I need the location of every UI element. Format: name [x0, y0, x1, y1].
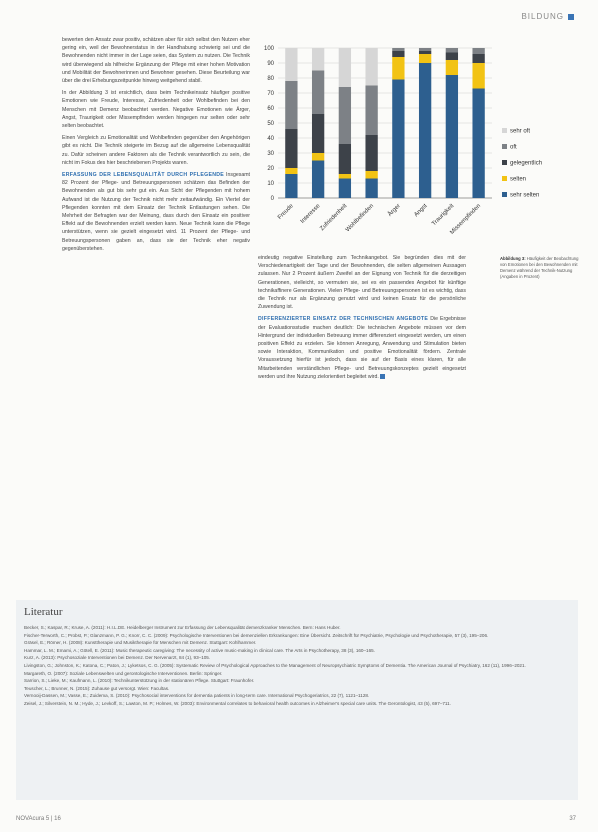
- reference-list: [24, 624, 572, 708]
- x-tick-label: Freude: [277, 203, 295, 221]
- reference-item: Becker, S.; Kaspar, R.; Kruse, A. (2011): H.I.L.DE. Heidelberger Instrument zur Erfassung der Lebensqualität demenzkranker Menschen. Bern: Hans Huber.: [24, 625, 341, 630]
- x-tick-label: Traurigkeit: [431, 203, 456, 228]
- reference-item: Fischer-Terworth, C.; Probst, P.; Glanzmann, P. G.; Knorr, C. C. (2009): Psychologische Interventionen bei demenziellen Erkrankungen: Eine Übersicht. Zeitschrift für Psychiatrie, Psychologie und Psychotherapie, 57 (3), 195–206.: [24, 632, 489, 638]
- legend-label: sehr oft: [510, 128, 531, 135]
- paragraph-text: Insgesamt 82 Prozent der Pflege- und Betreuungspersonen schätzen das Befinden der Bewohnenden als gut bis sehr gut ein. Aus Sicht der Pflegenden mit hohem Aufwand ist die Nutzung der Technik nicht mehr zeitaufwändig. Ein Viertel der Pflegenden konnten mit dem Einsatz der Technik Entlastungen sehen. Die Mehrheit der Befragten war der Meinung, dass durch den Einsatz ein positiver Effekt auf die Bewohnenden erzielt werden kann. Neue Technik kann die Pflege unterstützen, wenn sie gezielt eingesetzt wird. 11 Prozent der Pflege- und Betreuungspersonen gaben an, dass sie der Technik eher negativ gegenüberstehen.: [62, 172, 250, 252]
- subheading: DIFFERENZIERTER EINSATZ DER TECHNISCHEN ANGEBOTE: [258, 316, 429, 323]
- legend-label: sehr selten: [510, 192, 540, 199]
- bar-segment: [446, 48, 458, 53]
- section-header: [521, 12, 574, 21]
- reference-item: Sarrion, S.; Lieke, M.; Kaufmann, L. (2010): Technikunterstützung in der stationären Pflege. Stuttgart: Fraunhofer.: [24, 678, 255, 684]
- y-tick-label: 30: [267, 151, 274, 157]
- caption-text: Häufigkeit der Beobachtung von Emotionen bei den Bewohnenden mit Demenz während der Technik-Nutzung (Angaben in Prozent): [500, 256, 579, 279]
- bar-segment: [392, 48, 404, 51]
- reference-item: Hammar, L. M.; Emami, A.; Götell, E. (2011): Music therapeutic caregiving: The necessity of active music-making in clinical care. The Arts in Psychotherapy, 38 (3), 160–165.: [24, 647, 375, 653]
- bar-segment: [312, 48, 324, 71]
- bar-segment: [472, 63, 484, 89]
- y-tick-label: 60: [267, 106, 274, 112]
- x-tick-label: Zufriedenheit: [319, 203, 349, 233]
- bar-segment: [419, 63, 431, 198]
- reference-item: Livingston, G.; Johnston, K.; Katona, C.; Paton, J.; Lyketsos, C. G. (2005): Systematic Review of Psychological Approaches to the Management of Neuropsychiatric Symptoms of Dementia. The American Journal of Psychiatry, 162 (11), 1996–2021.: [24, 662, 526, 668]
- bar-segment: [312, 153, 324, 161]
- bar-segment: [419, 48, 431, 51]
- bar-segment: [365, 179, 377, 199]
- bar-segment: [312, 161, 324, 199]
- section-square-icon: [568, 14, 574, 20]
- legend-swatch: [502, 160, 507, 165]
- bar-segment: [419, 51, 431, 54]
- bar-segment: [365, 48, 377, 86]
- bar-segment: [392, 51, 404, 57]
- bar-segment: [419, 54, 431, 63]
- literature-box: [16, 600, 578, 800]
- left-column: [62, 36, 250, 257]
- legend-swatch: [502, 128, 507, 133]
- bar-segment: [339, 144, 351, 174]
- y-tick-label: 40: [267, 136, 274, 142]
- right-column: [258, 254, 466, 385]
- caption-label: Abbildung 3:: [500, 256, 526, 261]
- reference-item: Vernooij-Dassen, M.; Vasse, E.; Zuidema, S. (2010): Psychosocial interventions for dementia patients in long-term care. International Psychogeriatrics, 22 (7), 1121–1128.: [24, 693, 370, 699]
- paragraph: [258, 315, 466, 381]
- legend-swatch: [502, 176, 507, 181]
- y-tick-label: 70: [267, 91, 274, 97]
- bar-segment: [339, 174, 351, 179]
- bar-segment: [339, 48, 351, 87]
- paragraph: eindeutig negative Einstellung zum Technikangebot. Sie begründen dies mit der Verschiedenartigkeit der Tage und der Bewohnenden, die selten allgemeinen Aussagen zulassen. Nur 2 Prozent äußern Zweifel an der Eignung von Technik für die derzeitigen Generationen, vielleicht, so vermuten sie, sei es ein passendes Angebot für künftige technikaffinere Generationen. Vielen Pflege- und Betreuungspersonen ist es wichtig, dass die Technik nur als Ergänzung genutzt wird und keinen Ersatz für die persönliche Zuwendung ist.: [258, 255, 466, 311]
- bar-segment: [365, 135, 377, 171]
- bar-segment: [339, 179, 351, 199]
- bar-segment: [339, 87, 351, 144]
- bar-segment: [285, 129, 297, 168]
- y-tick-label: 80: [267, 76, 274, 82]
- reference-item: Teuscher, L.; Brunner, N. (2015): Zuhause gut versorgt. Wien: Facultas.: [24, 685, 170, 691]
- paragraph: In der Abbildung 3 ist ersichtlich, dass beim Technikeinsatz häufiger positive Emotionen wie Freude, Interesse, Zufriedenheit oder Wohlbefinden bei den Menschen mit Demenz beobachtet werden. Negative Emotionen wie Ärger, Angst, Traurigkeit oder Missempfinden werden hingegen nur selten oder sehr selten beobachtet.: [62, 90, 250, 130]
- y-tick-label: 90: [267, 61, 274, 67]
- x-tick-label: Angst: [413, 203, 429, 219]
- page-number: 37: [569, 816, 576, 822]
- emotions-stacked-bar-chart: [258, 40, 578, 240]
- bar-segment: [285, 81, 297, 129]
- bar-segment: [446, 60, 458, 75]
- literature-title: Literatur: [24, 606, 63, 618]
- end-marker-icon: [380, 374, 385, 379]
- paragraph: [62, 171, 250, 253]
- reference-item: Gräsel, E.; Römer, H. (2008): Kunsttherapie und Musiktherapie für Menschen mit Demenz. Stuttgart: Kohlhammer.: [24, 640, 257, 646]
- magazine-issue: NOVAcura 5 | 16: [16, 816, 61, 822]
- legend-label: oft: [510, 144, 517, 151]
- bar-segment: [392, 80, 404, 199]
- reference-item: Kurz, A. (2013): Psychosoziale Interventionen bei Demenz. Der Nervenarzt, 84 (1), 93–105.: [24, 655, 211, 661]
- bar-segment: [285, 48, 297, 81]
- y-tick-label: 100: [263, 46, 274, 52]
- bar-segment: [446, 53, 458, 61]
- bar-segment: [312, 114, 324, 153]
- paragraph-text: Die Ergebnisse der Evaluationsstudie machen deutlich: Die technischen Angebote müssen vor dem Hintergrund der individuellen Betreuung immer differenziert eingesetzt werden, um einen positiven Effekt zu erzielen. Sie können Anregung, Anwendung und Stimulation bieten sowie Interaktion, Kommunikation und positive Emotionalität fördern. Zentrale Voraussetzung hierfür ist jedoch, dass sie auf der Basis eines klaren, für alle Mitarbeitenden verständlichen Pflege- und Betreuungskonzeptes gezielt eingesetzt werden und ihre Nutzung zielorientiert begleitet wird.: [258, 316, 466, 380]
- bar-segment: [472, 89, 484, 199]
- section-label: BILDUNG: [521, 12, 564, 21]
- y-tick-label: 10: [267, 181, 274, 187]
- x-tick-label: Ärger: [387, 203, 402, 218]
- figure-caption: [500, 256, 582, 280]
- x-tick-label: Missempfinden: [449, 203, 483, 236]
- bar-segment: [446, 75, 458, 198]
- bar-segment: [285, 168, 297, 174]
- paragraph: bewerten den Ansatz zwar positiv, schätzen aber für sich selbst den Nutzen eher gering ein, weil der Bewohnerstatus in der Handhabung schwierig sei und die Bewohnenden nicht immer in der Lage seien, das System zu nutzen. Die Technik wird überwiegend als hilfreiche Ergänzung der Pflege mit einer hohen Motivation und Mobilität der Bewohnerinnen und Bewohner gesehen. Diese Beurteilung war über die drei Erhebungszeitpunkte hinweg weitgehend stabil.: [62, 37, 250, 85]
- legend-label: selten: [510, 176, 527, 183]
- x-tick-label: Wohlbefinden: [344, 203, 376, 234]
- legend-swatch: [502, 192, 507, 197]
- reference-item: Margareth, O. (2007): Soziale Lebenswelten und gerontologische Interventionen. Berlin: Springer.: [24, 670, 223, 676]
- bar-segment: [285, 174, 297, 198]
- y-tick-label: 50: [267, 121, 274, 127]
- reference-item: Zeisel, J.; Silverstein, N. M.; Hyde, J.; Levkoff, S.; Lawton, M. P.; Holmes, W. (2003): Environmental correlates to behavioral health outcomes in Alzheimer's special care units. The Gerontologist, 43 (5), 697–711.: [24, 700, 451, 706]
- paragraph: Einen Vergleich zu Emotionalität und Wohlbefinden gegenüber den Angehörigen gibt es nicht. Die Technik steigerte im Bezug auf die allgemeine Lebensqualität zu. Dafür scheinen andere Faktoren als die Technik verantwortlich zu sein, die nicht im Fokus des hier beschriebenen Projekts waren.: [62, 135, 250, 166]
- legend-label: gelegentlich: [510, 160, 543, 167]
- y-tick-label: 0: [270, 196, 274, 202]
- bar-segment: [312, 71, 324, 115]
- page-footer: [16, 816, 576, 822]
- bar-segment: [365, 171, 377, 179]
- bar-segment: [365, 86, 377, 136]
- y-tick-label: 20: [267, 166, 274, 172]
- x-tick-label: Interesse: [299, 203, 322, 225]
- legend-swatch: [502, 144, 507, 149]
- subheading: ERFASSUNG DER LEBENSQUALITÄT DURCH PFLEGENDE: [62, 172, 225, 179]
- bar-segment: [472, 54, 484, 63]
- bar-segment: [472, 48, 484, 54]
- bar-segment: [392, 57, 404, 80]
